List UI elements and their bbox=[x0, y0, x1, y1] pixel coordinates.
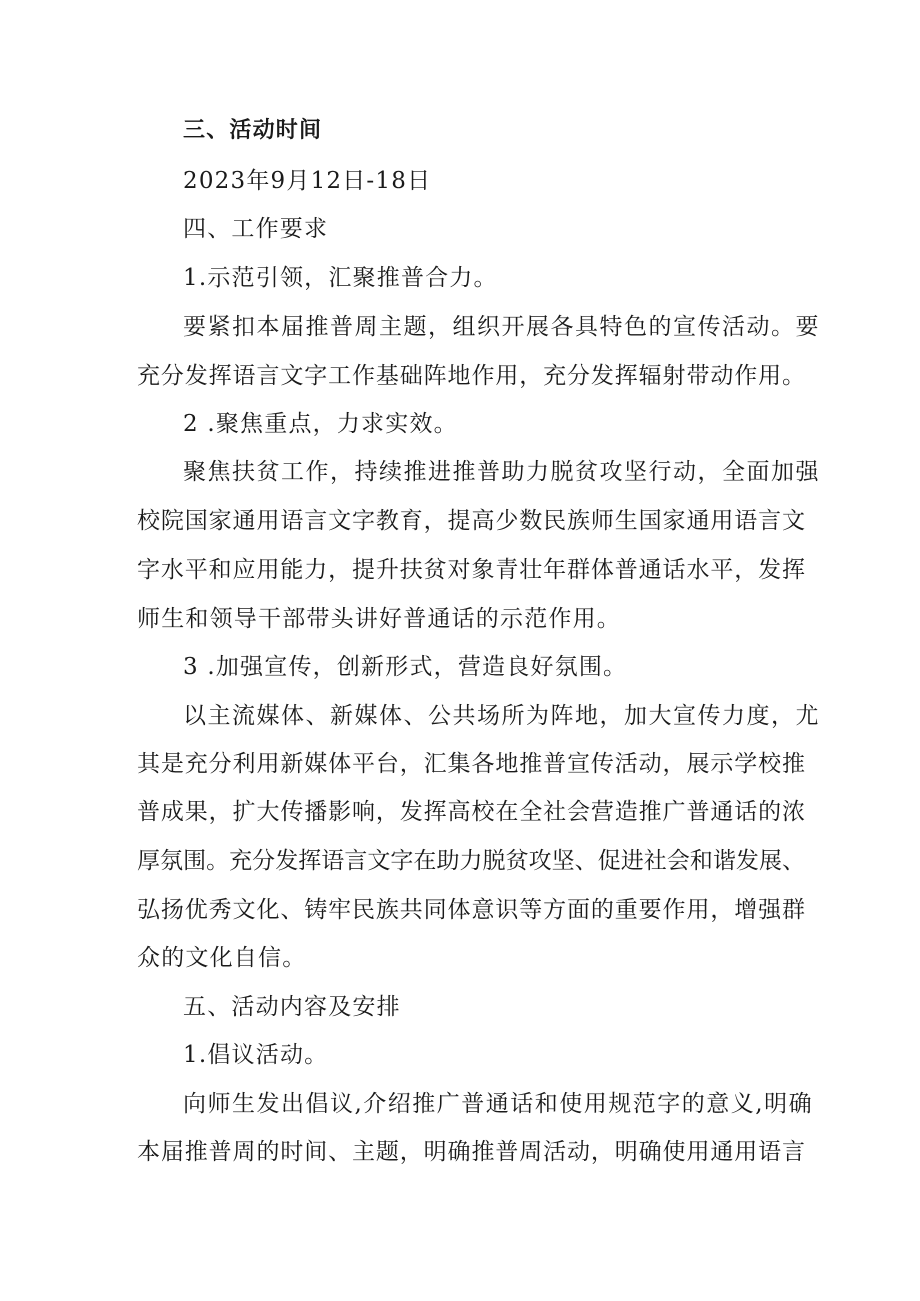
item-3-title: 3 .加强宣传，创新形式，营造良好氛围。 bbox=[183, 654, 628, 680]
section-heading-activity-time: 三、活动时间 bbox=[183, 118, 323, 143]
item-2-body-line: 聚焦扶贫工作，持续推进推普助力脱贫攻坚行动，全面加强 bbox=[183, 459, 820, 485]
item-1-body-line: 要紧扣本届推普周主题，组织开展各具特色的宣传活动。要 bbox=[183, 314, 820, 340]
section-heading-activity-content: 五、活动内容及安排 bbox=[183, 994, 401, 1020]
item-2-body-line: 字水平和应用能力，提升扶贫对象青壮年群体普通话水平，发挥 bbox=[137, 557, 805, 583]
section-heading-work-requirements: 四、工作要求 bbox=[183, 216, 329, 242]
item-5-1-body-line: 向师生发出倡议,介绍推广普通话和使用规范字的意义,明确 bbox=[183, 1091, 814, 1117]
item-3-body-line: 以主流媒体、新媒体、公共场所为阵地，加大宣传力度，尤 bbox=[183, 703, 820, 729]
item-5-1-title: 1.倡议活动。 bbox=[183, 1042, 329, 1068]
item-3-body-line: 厚氛围。充分发挥语言文字在助力脱贫攻坚、促进社会和谐发展、 bbox=[137, 848, 805, 874]
item-2-title: 2 .聚焦重点，力求实效。 bbox=[183, 411, 458, 437]
item-1-body-line: 充分发挥语言文字工作基础阵地作用，充分发挥辐射带动作用。 bbox=[137, 363, 805, 389]
item-2-body-line: 校院国家通用语言文字教育，提高少数民族师生国家通用语言文 bbox=[137, 508, 805, 534]
item-3-body-line: 弘扬优秀文化、铸牢民族共同体意识等方面的重要作用，增强群 bbox=[137, 897, 805, 923]
item-5-1-body-line: 本届推普周的时间、主题，明确推普周活动，明确使用通用语言 bbox=[137, 1139, 805, 1165]
item-3-body-line: 众的文化自信。 bbox=[137, 945, 307, 971]
item-3-body-line: 其是充分利用新媒体平台，汇集各地推普宣传活动，展示学校推 bbox=[137, 751, 805, 777]
item-2-body-line: 师生和领导干部带头讲好普通话的示范作用。 bbox=[137, 606, 621, 632]
activity-date: 2023年9月12日-18日 bbox=[183, 168, 432, 194]
item-3-body-line: 普成果，扩大传播影响，发挥高校在全社会营造推广普通话的浓 bbox=[137, 799, 805, 825]
item-1-title: 1.示范引领，汇聚推普合力。 bbox=[183, 265, 498, 291]
